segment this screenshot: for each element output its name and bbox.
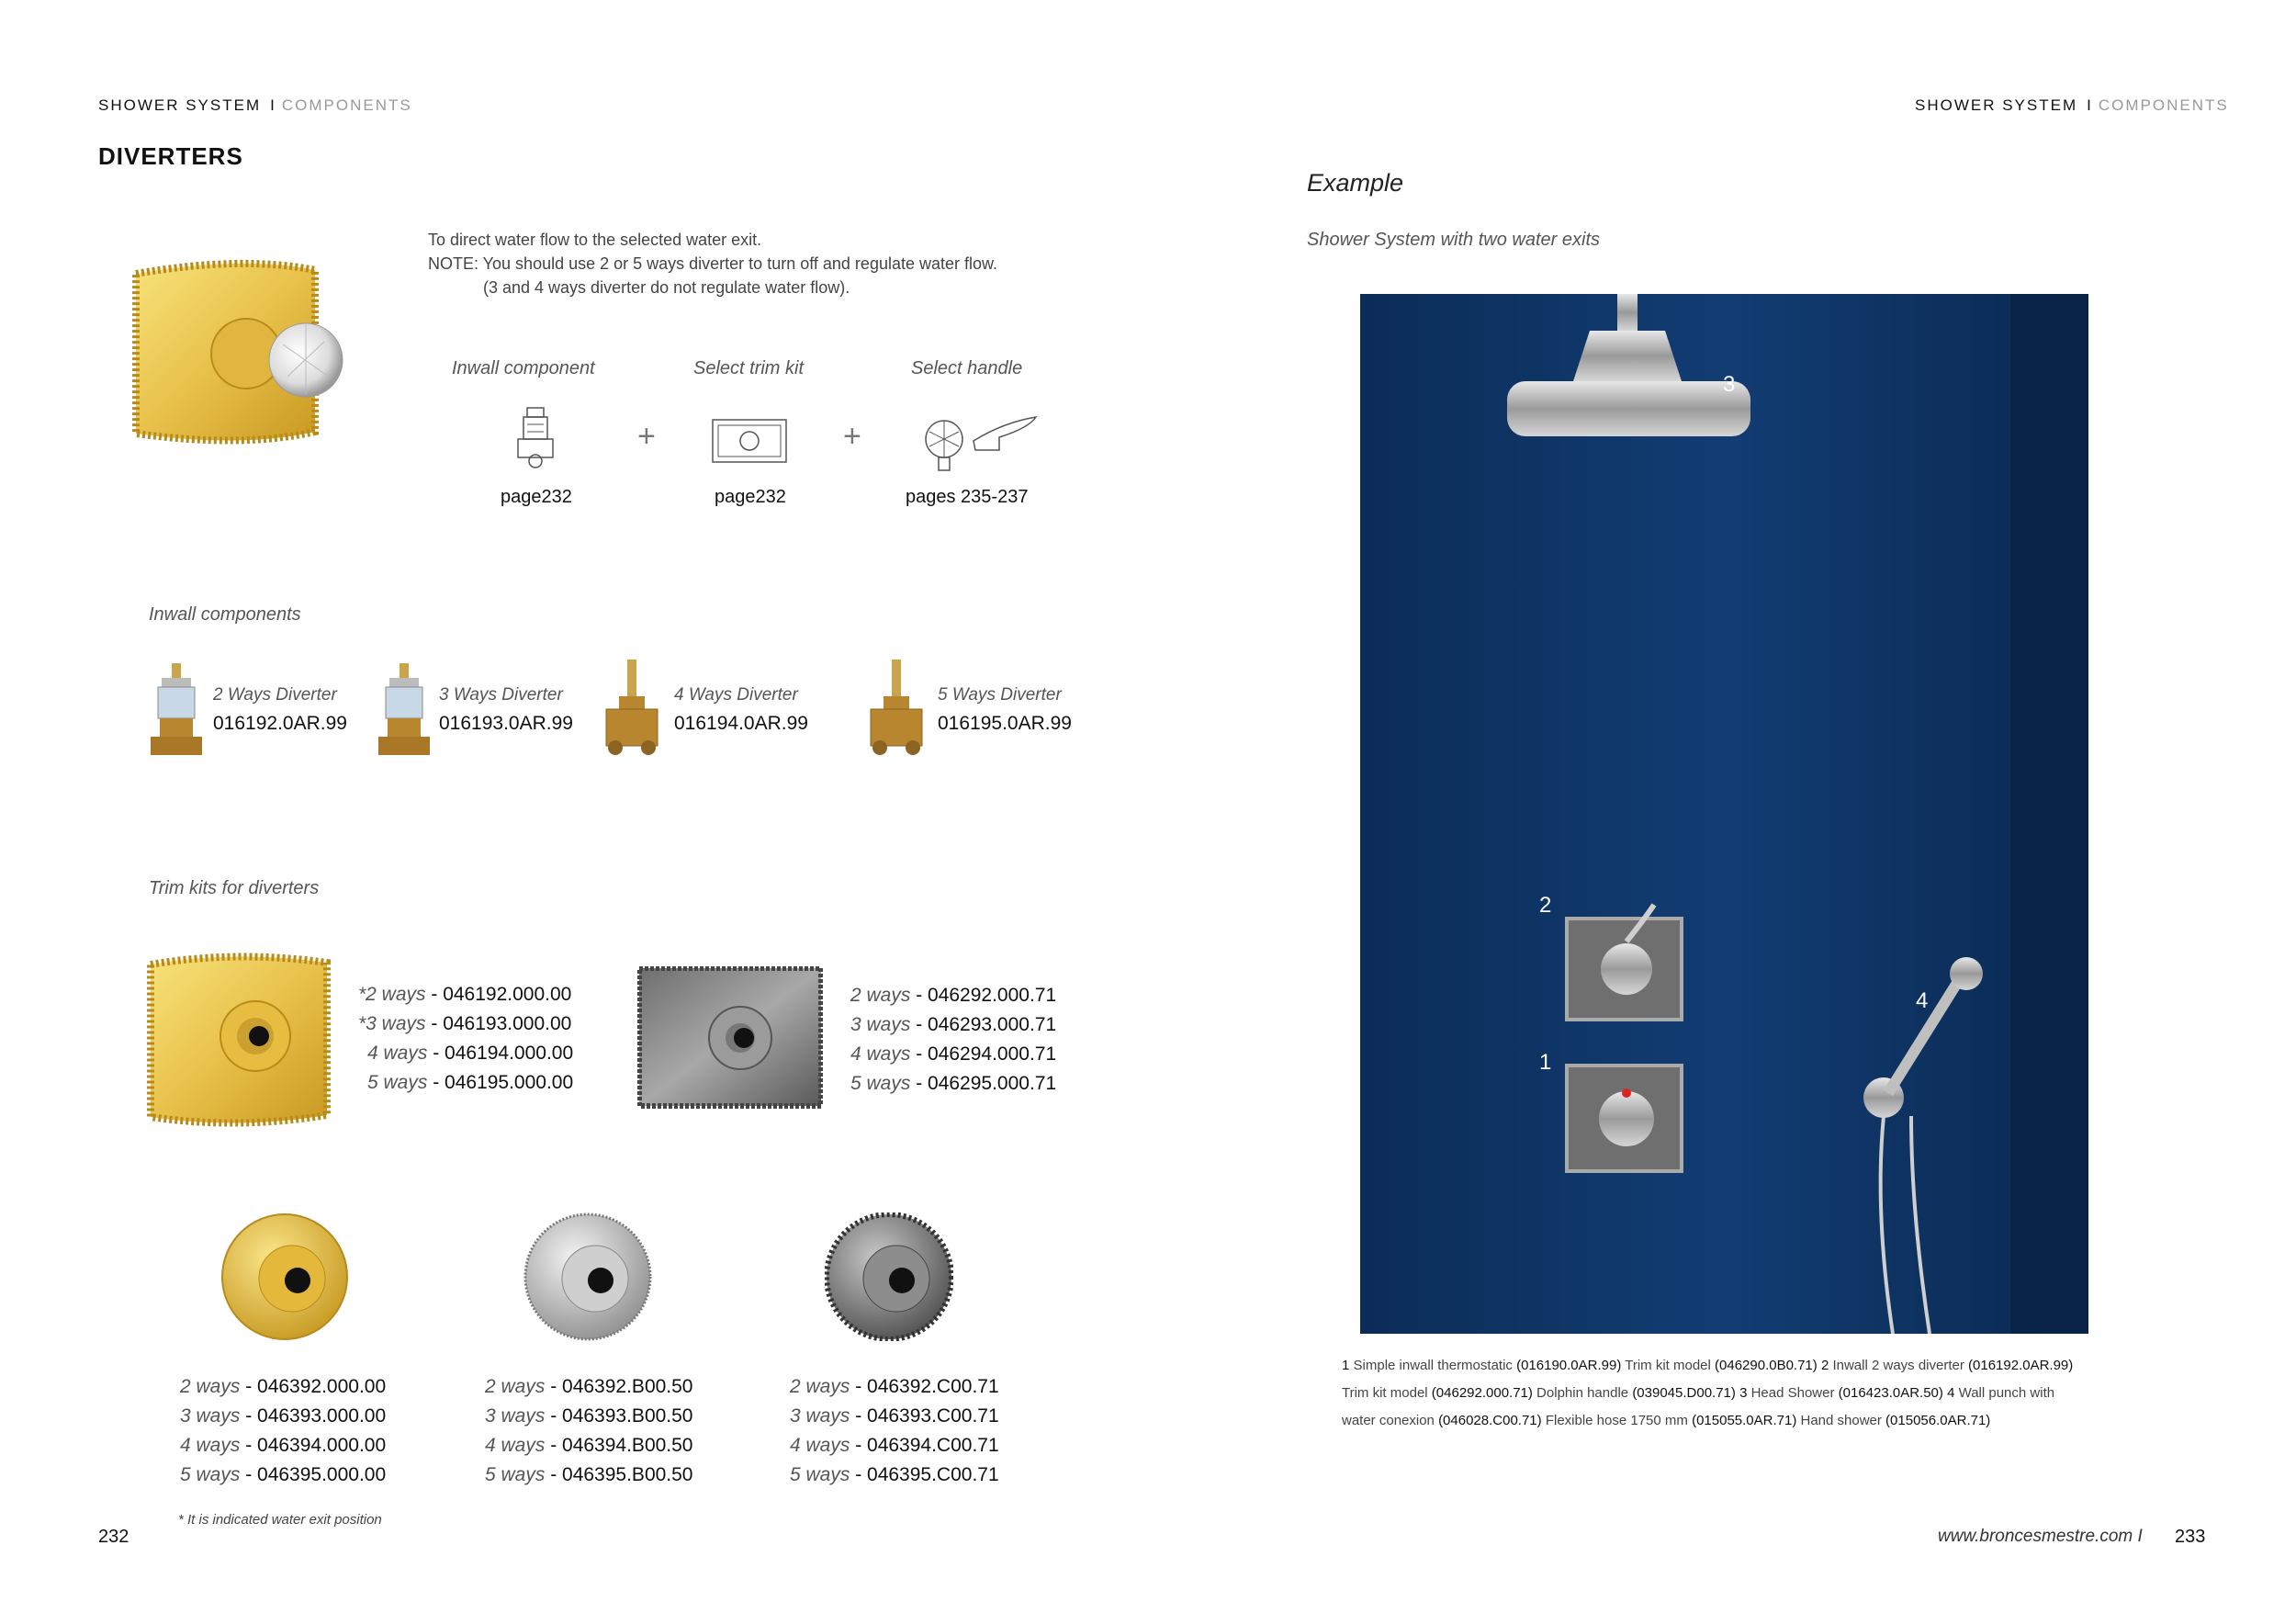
code-row — [358, 1068, 573, 1098]
inwall-3-ways-name: 3 Ways Diverter — [439, 685, 563, 705]
plus-2: + — [843, 419, 861, 454]
ways: 3 ways — [485, 1405, 546, 1427]
ways: 5 ways — [367, 1072, 428, 1093]
marker-1: 1 — [1539, 1050, 1552, 1075]
intro-line-3: (3 and 4 ways diverter do not regulate water flow). — [483, 278, 850, 297]
code: - 046393.C00.71 — [850, 1405, 999, 1427]
caption-code: (016423.0AR.50) — [1838, 1385, 1943, 1401]
code: - 046395.B00.50 — [545, 1464, 693, 1485]
code: - 046392.000.00 — [240, 1376, 387, 1397]
section-name: SHOWER SYSTEM — [1915, 96, 2078, 114]
ways: 4 ways — [367, 1043, 428, 1064]
code-row — [790, 1372, 999, 1402]
silver-rect-trim-codes — [850, 981, 1056, 1099]
inwall-3-ways-code: 016193.0AR.99 — [439, 713, 573, 734]
code-row — [850, 981, 1056, 1010]
inwall-4-ways-image — [599, 660, 665, 761]
code: - 046393.000.00 — [240, 1405, 387, 1427]
code: - 046394.C00.71 — [850, 1435, 999, 1456]
header-separator: I — [270, 96, 276, 114]
inwall-5-ways-code: 016195.0AR.99 — [938, 713, 1072, 734]
intro-text — [428, 228, 997, 299]
example-subtitle: Shower System with two water exits — [1307, 230, 1600, 250]
intro-line-1: To direct water flow to the selected water exit. — [428, 231, 762, 249]
step-1-label: Inwall component — [452, 358, 595, 378]
caption-text: Dolphin handle — [1532, 1385, 1633, 1401]
caption-code: 2 — [1817, 1358, 1833, 1373]
page-title: DIVERTERS — [98, 142, 243, 170]
code: - 046395.C00.71 — [850, 1464, 999, 1485]
code-row — [790, 1402, 999, 1431]
caption-text: Trim kit model — [1342, 1385, 1432, 1401]
ways: 2 ways — [850, 985, 911, 1006]
ways: *2 ways — [358, 984, 426, 1005]
code-row — [358, 980, 573, 1009]
caption-code: (046290.0B0.71) — [1715, 1358, 1818, 1373]
section-sub: COMPONENTS — [2098, 96, 2229, 114]
footnote: * It is indicated water exit position — [178, 1512, 382, 1528]
gold-rect-trim-codes — [358, 980, 573, 1098]
step-3-label: Select handle — [911, 358, 1023, 378]
marker-3: 3 — [1723, 372, 1736, 397]
step-2-page: page232 — [715, 487, 786, 507]
caption-code: 4 — [1942, 1385, 1959, 1401]
trim-section-title: Trim kits for diverters — [149, 878, 320, 898]
code-row — [180, 1460, 386, 1490]
caption-code: (046028.C00.71) — [1438, 1413, 1542, 1428]
code: - 046393.B00.50 — [545, 1405, 693, 1427]
ways: 5 ways — [850, 1073, 911, 1094]
ways: 5 ways — [180, 1464, 241, 1485]
code: - 046392.B00.50 — [545, 1376, 693, 1397]
ways: 2 ways — [180, 1376, 241, 1397]
marker-4: 4 — [1916, 988, 1929, 1013]
caption-code: (039045.D00.71) — [1632, 1385, 1736, 1401]
code: - 046193.000.00 — [425, 1013, 572, 1034]
caption-line — [1342, 1380, 2132, 1407]
code-row — [180, 1431, 386, 1460]
ways: 4 ways — [180, 1435, 241, 1456]
ways: 4 ways — [850, 1043, 911, 1065]
silver-rect-trim-image — [637, 966, 823, 1110]
ways: 3 ways — [850, 1014, 911, 1035]
header-separator: I — [2087, 96, 2093, 114]
caption-text: Simple inwall thermostatic — [1353, 1358, 1517, 1373]
ways: 2 ways — [790, 1376, 850, 1397]
code: - 046394.000.00 — [240, 1435, 387, 1456]
gold-rect-trim-image — [145, 952, 333, 1128]
step-3-page: pages 235-237 — [906, 487, 1029, 507]
section-name: SHOWER SYSTEM — [98, 96, 262, 114]
inwall-component-icon — [514, 404, 557, 470]
code: - 046293.000.71 — [910, 1014, 1057, 1035]
gold-diverter-product-image — [127, 257, 356, 450]
inwall-5-ways-name: 5 Ways Diverter — [938, 685, 1062, 705]
intro-line-2: NOTE: You should use 2 or 5 ways diverter to turn off and regulate water flow. — [428, 254, 998, 273]
caption-code: (046292.000.71) — [1431, 1385, 1533, 1401]
ways: 3 ways — [790, 1405, 850, 1427]
round-chrome-trim-codes — [485, 1372, 693, 1490]
caption-text: Hand shower — [1796, 1413, 1886, 1428]
round-gold-trim-codes — [180, 1372, 386, 1490]
inwall-2-ways-image — [149, 663, 204, 761]
right-running-header — [1915, 96, 2229, 115]
code: - 046395.000.00 — [240, 1464, 387, 1485]
code-row — [180, 1402, 386, 1431]
ways: 5 ways — [790, 1464, 850, 1485]
code-row — [358, 1009, 573, 1039]
code-row — [790, 1431, 999, 1460]
caption-code: (015056.0AR.71) — [1885, 1413, 1991, 1428]
caption-code: 3 — [1735, 1385, 1751, 1401]
caption-text: Wall punch with — [1958, 1385, 2055, 1401]
caption-code: 1 — [1342, 1358, 1354, 1373]
marker-2: 2 — [1539, 893, 1552, 918]
ways: 4 ways — [485, 1435, 546, 1456]
page-number-right: 233 — [2175, 1527, 2206, 1547]
code: - 046392.C00.71 — [850, 1376, 999, 1397]
ways: 2 ways — [485, 1376, 546, 1397]
caption-text: water conexion — [1342, 1413, 1439, 1428]
example-caption — [1342, 1352, 2132, 1435]
inwall-2-ways-code: 016192.0AR.99 — [213, 713, 347, 734]
left-running-header — [98, 96, 412, 115]
handle-icon — [920, 413, 1038, 474]
step-2-label: Select trim kit — [693, 358, 805, 378]
website-url[interactable]: www.broncesmestre.com I — [1938, 1527, 2143, 1546]
code-row — [485, 1372, 693, 1402]
caption-line — [1342, 1352, 2132, 1380]
code-row — [850, 1069, 1056, 1099]
code-row — [358, 1039, 573, 1068]
inwall-4-ways-name: 4 Ways Diverter — [674, 685, 798, 705]
code-row — [485, 1431, 693, 1460]
caption-text: Trim kit model — [1621, 1358, 1716, 1373]
section-sub: COMPONENTS — [281, 96, 412, 114]
caption-line — [1342, 1407, 2132, 1435]
code: - 046394.B00.50 — [545, 1435, 693, 1456]
inwall-4-ways-code: 016194.0AR.99 — [674, 713, 808, 734]
example-title: Example — [1307, 169, 1404, 197]
code-row — [790, 1460, 999, 1490]
code: - 046295.000.71 — [910, 1073, 1057, 1094]
code-row — [485, 1402, 693, 1431]
round-gold-trim-image — [220, 1212, 349, 1341]
code-row — [180, 1372, 386, 1402]
caption-code: (015055.0AR.71) — [1692, 1413, 1797, 1428]
code: - 046292.000.71 — [910, 985, 1057, 1006]
code-row — [850, 1040, 1056, 1069]
code: - 046294.000.71 — [910, 1043, 1057, 1065]
page-number-left: 232 — [98, 1527, 129, 1547]
round-nickel-trim-image — [825, 1212, 953, 1341]
caption-text: Head Shower — [1750, 1385, 1839, 1401]
caption-text: Flexible hose 1750 mm — [1541, 1413, 1693, 1428]
inwall-section-title: Inwall components — [149, 604, 301, 625]
inwall-3-ways-image — [377, 663, 432, 761]
code-row — [485, 1460, 693, 1490]
trim-kit-icon — [711, 418, 788, 464]
code: - 046195.000.00 — [427, 1072, 574, 1093]
step-1-page: page232 — [501, 487, 572, 507]
inwall-2-ways-name: 2 Ways Diverter — [213, 685, 337, 705]
ways: 4 ways — [790, 1435, 850, 1456]
caption-text: Inwall 2 ways diverter — [1832, 1358, 1969, 1373]
code: - 046192.000.00 — [425, 984, 572, 1005]
shower-system-example-photo — [1360, 294, 2088, 1334]
ways: *3 ways — [358, 1013, 426, 1034]
caption-code: (016192.0AR.99) — [1968, 1358, 2074, 1373]
ways: 3 ways — [180, 1405, 241, 1427]
round-chrome-trim-image — [523, 1212, 652, 1341]
ways: 5 ways — [485, 1464, 546, 1485]
plus-1: + — [637, 419, 656, 454]
inwall-5-ways-image — [863, 660, 929, 761]
code: - 046194.000.00 — [427, 1043, 574, 1064]
caption-code: (016190.0AR.99) — [1516, 1358, 1622, 1373]
round-nickel-trim-codes — [790, 1372, 999, 1490]
code-row — [850, 1010, 1056, 1040]
